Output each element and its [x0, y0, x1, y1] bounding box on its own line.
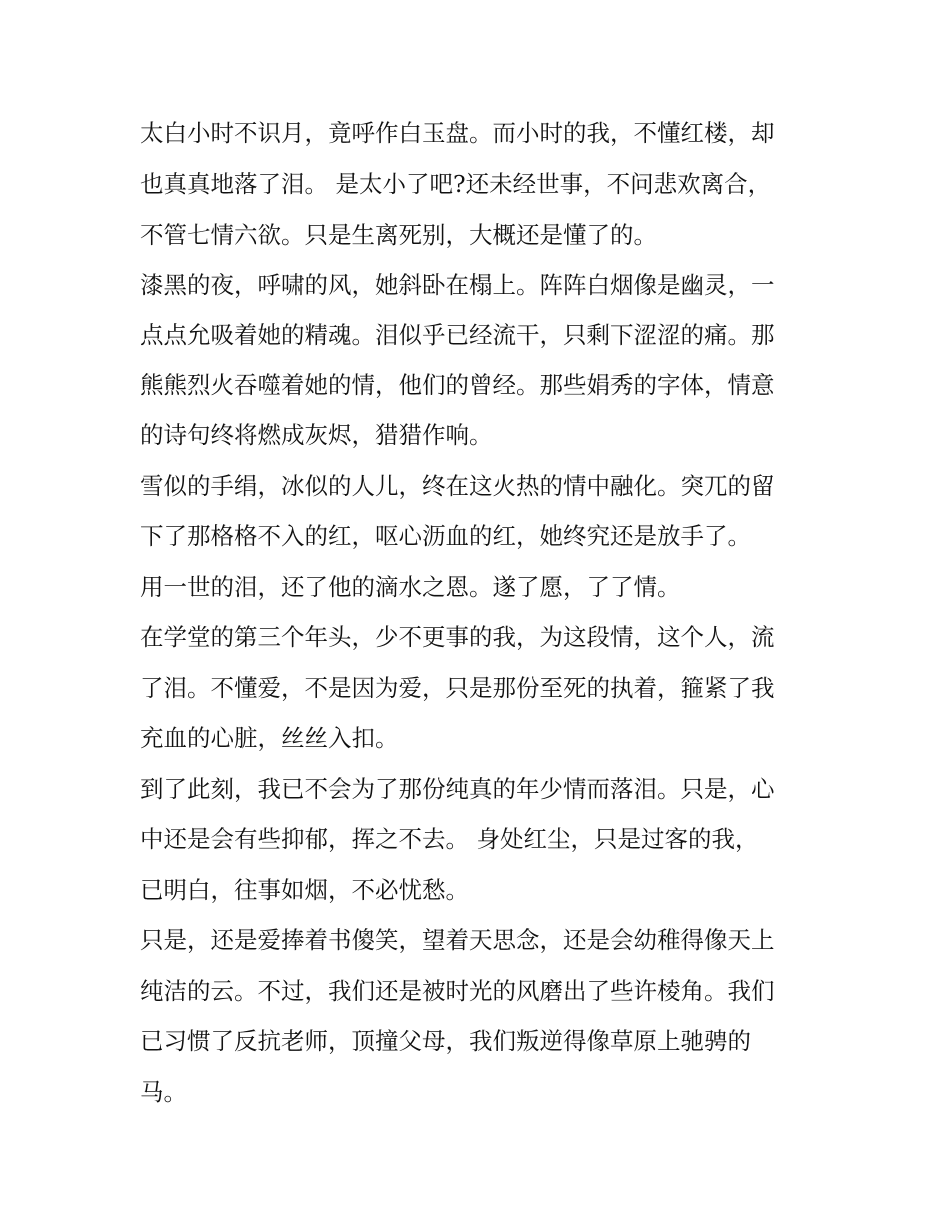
text-line-3: 不管七情六欲。只是生离死别，大概还是懂了的。 [140, 221, 657, 249]
text-line-18: 纯洁的云。不过，我们还是被时光的风磨出了些许棱角。我们 [140, 977, 775, 1005]
text-line-20: 马。 [140, 1078, 187, 1106]
text-line-17: 只是，还是爱捧着书傻笑，望着天思念，还是会幼稚得像天上 [140, 926, 775, 954]
text-line-12: 了泪。不懂爱，不是因为爱，只是那份至死的执着，箍紧了我 [140, 674, 775, 702]
text-line-2: 也真真地落了泪。 是太小了吧?还未经世事，不问悲欢离合， [140, 170, 772, 198]
text-line-5: 点点允吸着她的精魂。泪似乎已经流干，只剩下涩涩的痛。那 [140, 321, 775, 349]
text-line-10: 用一世的泪，还了他的滴水之恩。遂了愿，了了情。 [140, 573, 681, 601]
text-line-8: 雪似的手绢，冰似的人儿，终在这火热的情中融化。突兀的留 [140, 472, 775, 500]
text-line-14: 到了此刻，我已不会为了那份纯真的年少情而落泪。只是，心 [140, 775, 775, 803]
text-line-11: 在学堂的第三个年头，少不更事的我，为这段情，这个人，流 [140, 623, 775, 651]
text-line-1: 太白小时不识月，竟呼作白玉盘。而小时的我，不懂红楼，却 [140, 119, 775, 147]
text-line-9: 下了那格格不入的红，呕心沥血的红，她终究还是放手了。 [140, 522, 751, 550]
text-line-4: 漆黑的夜，呼啸的风，她斜卧在榻上。阵阵白烟像是幽灵，一 [140, 271, 775, 299]
text-line-13: 充血的心脏，丝丝入扣。 [140, 724, 399, 752]
text-line-15: 中还是会有些抑郁，挥之不去。 身处红尘，只是过客的我， [140, 825, 759, 853]
text-line-7: 的诗句终将燃成灰烬，猎猎作响。 [140, 421, 493, 449]
text-line-16: 已明白，往事如烟，不必忧愁。 [140, 876, 469, 904]
text-line-19: 已习惯了反抗老师，顶撞父母，我们叛逆得像草原上驰骋的 [140, 1027, 751, 1055]
text-line-6: 熊熊烈火吞噬着她的情，他们的曾经。那些娟秀的字体，情意 [140, 371, 775, 399]
